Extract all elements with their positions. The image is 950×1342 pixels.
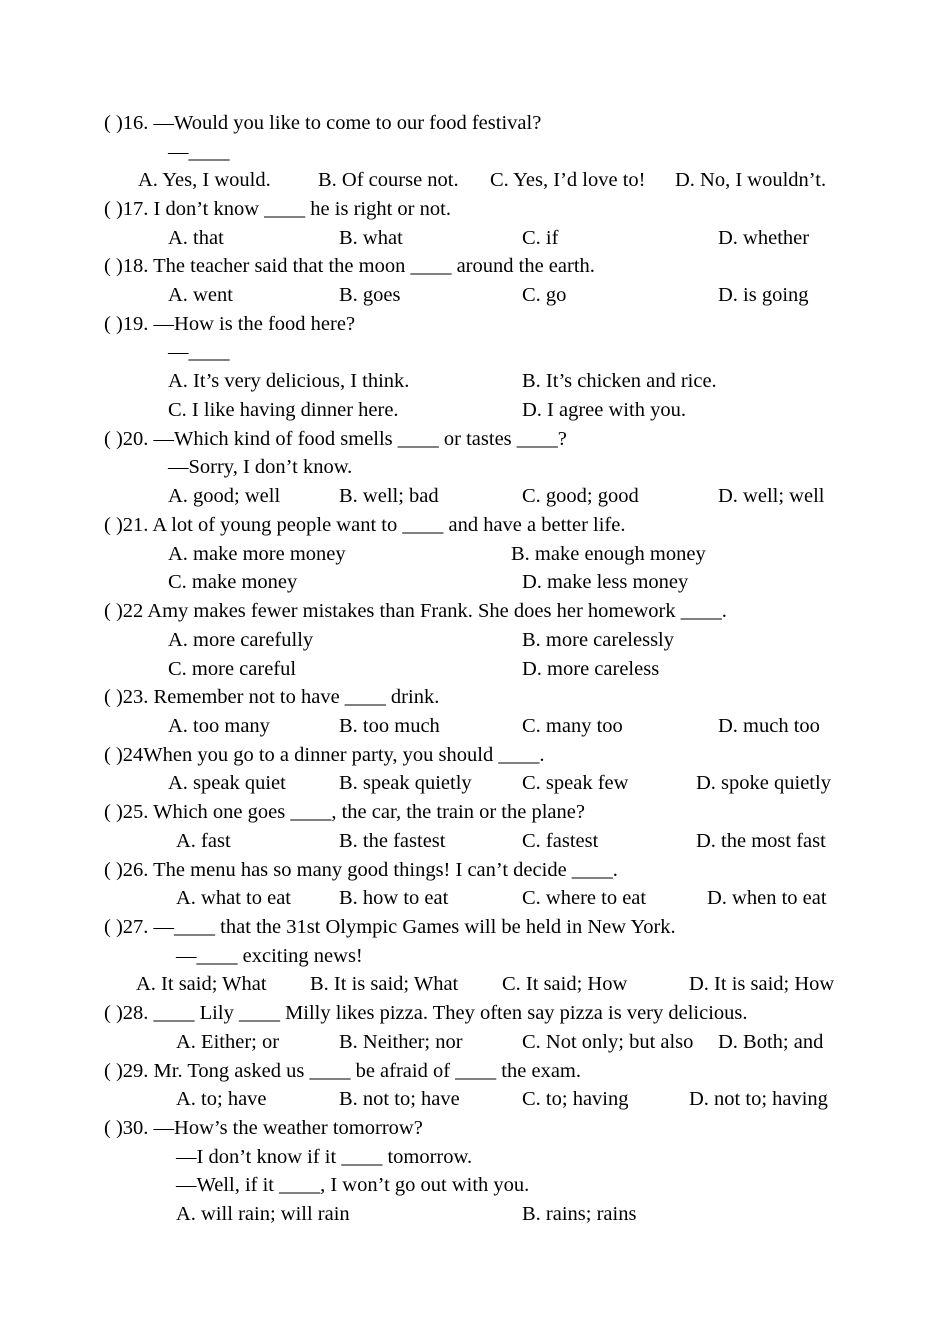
question-17-option-d: D. whether	[718, 227, 810, 249]
question-18-option-b: B. goes	[339, 284, 401, 306]
question-27-option-d: D. It is said; How	[689, 973, 835, 995]
question-26-stem: ( )26. The menu has so many good things! I can’t decide ____.	[104, 859, 618, 881]
question-18-stem: ( )18. The teacher said that the moon ____ around the earth.	[104, 255, 595, 277]
question-30-reply-2: —Well, if it ____, I won’t go out with you.	[176, 1174, 530, 1196]
question-16-option-c: C. Yes, I’d love to!	[490, 169, 646, 191]
question-24-option-d: D. spoke quietly	[696, 772, 831, 794]
question-23-option-a: A. too many	[168, 715, 270, 737]
question-25-stem: ( )25. Which one goes ____, the car, the train or the plane?	[104, 801, 585, 823]
question-20-option-b: B. well; bad	[339, 485, 439, 507]
question-28-option-b: B. Neither; nor	[339, 1031, 463, 1053]
question-16-option-b: B. Of course not.	[318, 169, 459, 191]
question-24-option-c: C. speak few	[522, 772, 629, 794]
question-26-option-d: D. when to eat	[707, 887, 827, 909]
question-29-stem: ( )29. Mr. Tong asked us ____ be afraid of ____ the exam.	[104, 1060, 581, 1082]
question-27-reply: —____ exciting news!	[176, 945, 363, 967]
question-16-reply: —____	[168, 141, 230, 163]
question-16-option-d: D. No, I wouldn’t.	[675, 169, 827, 191]
question-30-reply-1: —I don’t know if it ____ tomorrow.	[176, 1146, 473, 1168]
question-20-reply: —Sorry, I don’t know.	[168, 456, 353, 478]
question-16-option-a: A. Yes, I would.	[138, 169, 271, 191]
question-19-option-d: D. I agree with you.	[522, 399, 686, 421]
question-25-option-d: D. the most fast	[696, 830, 826, 852]
question-25-option-a: A. fast	[176, 830, 231, 852]
question-19-option-b: B. It’s chicken and rice.	[522, 370, 717, 392]
question-19-stem: ( )19. —How is the food here?	[104, 313, 356, 335]
question-16-stem: ( )16. —Would you like to come to our food festival?	[104, 112, 542, 134]
question-18-option-a: A. went	[168, 284, 233, 306]
question-21-option-b: B. make enough money	[511, 543, 706, 565]
question-22-option-d: D. more careless	[522, 658, 660, 680]
question-18-option-d: D. is going	[718, 284, 809, 306]
question-19-option-a: A. It’s very delicious, I think.	[168, 370, 410, 392]
question-24-option-a: A. speak quiet	[168, 772, 286, 794]
question-24-option-b: B. speak quietly	[339, 772, 472, 794]
question-27-stem: ( )27. —____ that the 31st Olympic Games will be held in New York.	[104, 916, 676, 938]
question-22-option-c: C. more careful	[168, 658, 297, 680]
question-21-option-a: A. make more money	[168, 543, 346, 565]
question-28-option-d: D. Both; and	[718, 1031, 824, 1053]
question-28-option-a: A. Either; or	[176, 1031, 280, 1053]
question-27-option-a: A. It said; What	[136, 973, 267, 995]
question-30-option-a: A. will rain; will rain	[176, 1203, 350, 1225]
question-30-option-b: B. rains; rains	[522, 1203, 637, 1225]
question-17-option-a: A. that	[168, 227, 224, 249]
question-22-option-b: B. more carelessly	[522, 629, 674, 651]
question-17-stem: ( )17. I don’t know ____ he is right or not.	[104, 198, 451, 220]
question-20-option-a: A. good; well	[168, 485, 281, 507]
question-20-stem: ( )20. —Which kind of food smells ____ or tastes ____?	[104, 428, 567, 450]
question-25-option-c: C. fastest	[522, 830, 599, 852]
question-22-option-a: A. more carefully	[168, 629, 314, 651]
question-20-option-d: D. well; well	[718, 485, 825, 507]
question-27-option-b: B. It is said; What	[310, 973, 459, 995]
question-26-option-c: C. where to eat	[522, 887, 647, 909]
question-20-option-c: C. good; good	[522, 485, 639, 507]
question-26-option-b: B. how to eat	[339, 887, 449, 909]
question-23-option-d: D. much too	[718, 715, 820, 737]
question-29-option-a: A. to; have	[176, 1088, 267, 1110]
question-29-option-d: D. not to; having	[689, 1088, 828, 1110]
question-28-stem: ( )28. ____ Lily ____ Milly likes pizza. They often say pizza is very delicious.	[104, 1002, 748, 1024]
question-27-option-c: C. It said; How	[502, 973, 628, 995]
question-23-option-b: B. too much	[339, 715, 440, 737]
question-21-option-d: D. make less money	[522, 571, 689, 593]
question-29-option-c: C. to; having	[522, 1088, 629, 1110]
question-30-stem: ( )30. —How’s the weather tomorrow?	[104, 1117, 423, 1139]
question-29-option-b: B. not to; have	[339, 1088, 460, 1110]
question-19-reply: —____	[168, 341, 230, 363]
question-25-option-b: B. the fastest	[339, 830, 446, 852]
question-19-option-c: C. I like having dinner here.	[168, 399, 399, 421]
question-17-option-c: C. if	[522, 227, 559, 249]
question-24-stem: ( )24When you go to a dinner party, you should ____.	[104, 744, 545, 766]
question-22-stem: ( )22 Amy makes fewer mistakes than Frank. She does her homework ____.	[104, 600, 727, 622]
question-21-stem: ( )21. A lot of young people want to ____ and have a better life.	[104, 514, 626, 536]
question-23-option-c: C. many too	[522, 715, 623, 737]
question-26-option-a: A. what to eat	[176, 887, 291, 909]
question-17-option-b: B. what	[339, 227, 403, 249]
question-21-option-c: C. make money	[168, 571, 298, 593]
question-23-stem: ( )23. Remember not to have ____ drink.	[104, 686, 440, 708]
question-18-option-c: C. go	[522, 284, 567, 306]
question-28-option-c: C. Not only; but also	[522, 1031, 694, 1053]
